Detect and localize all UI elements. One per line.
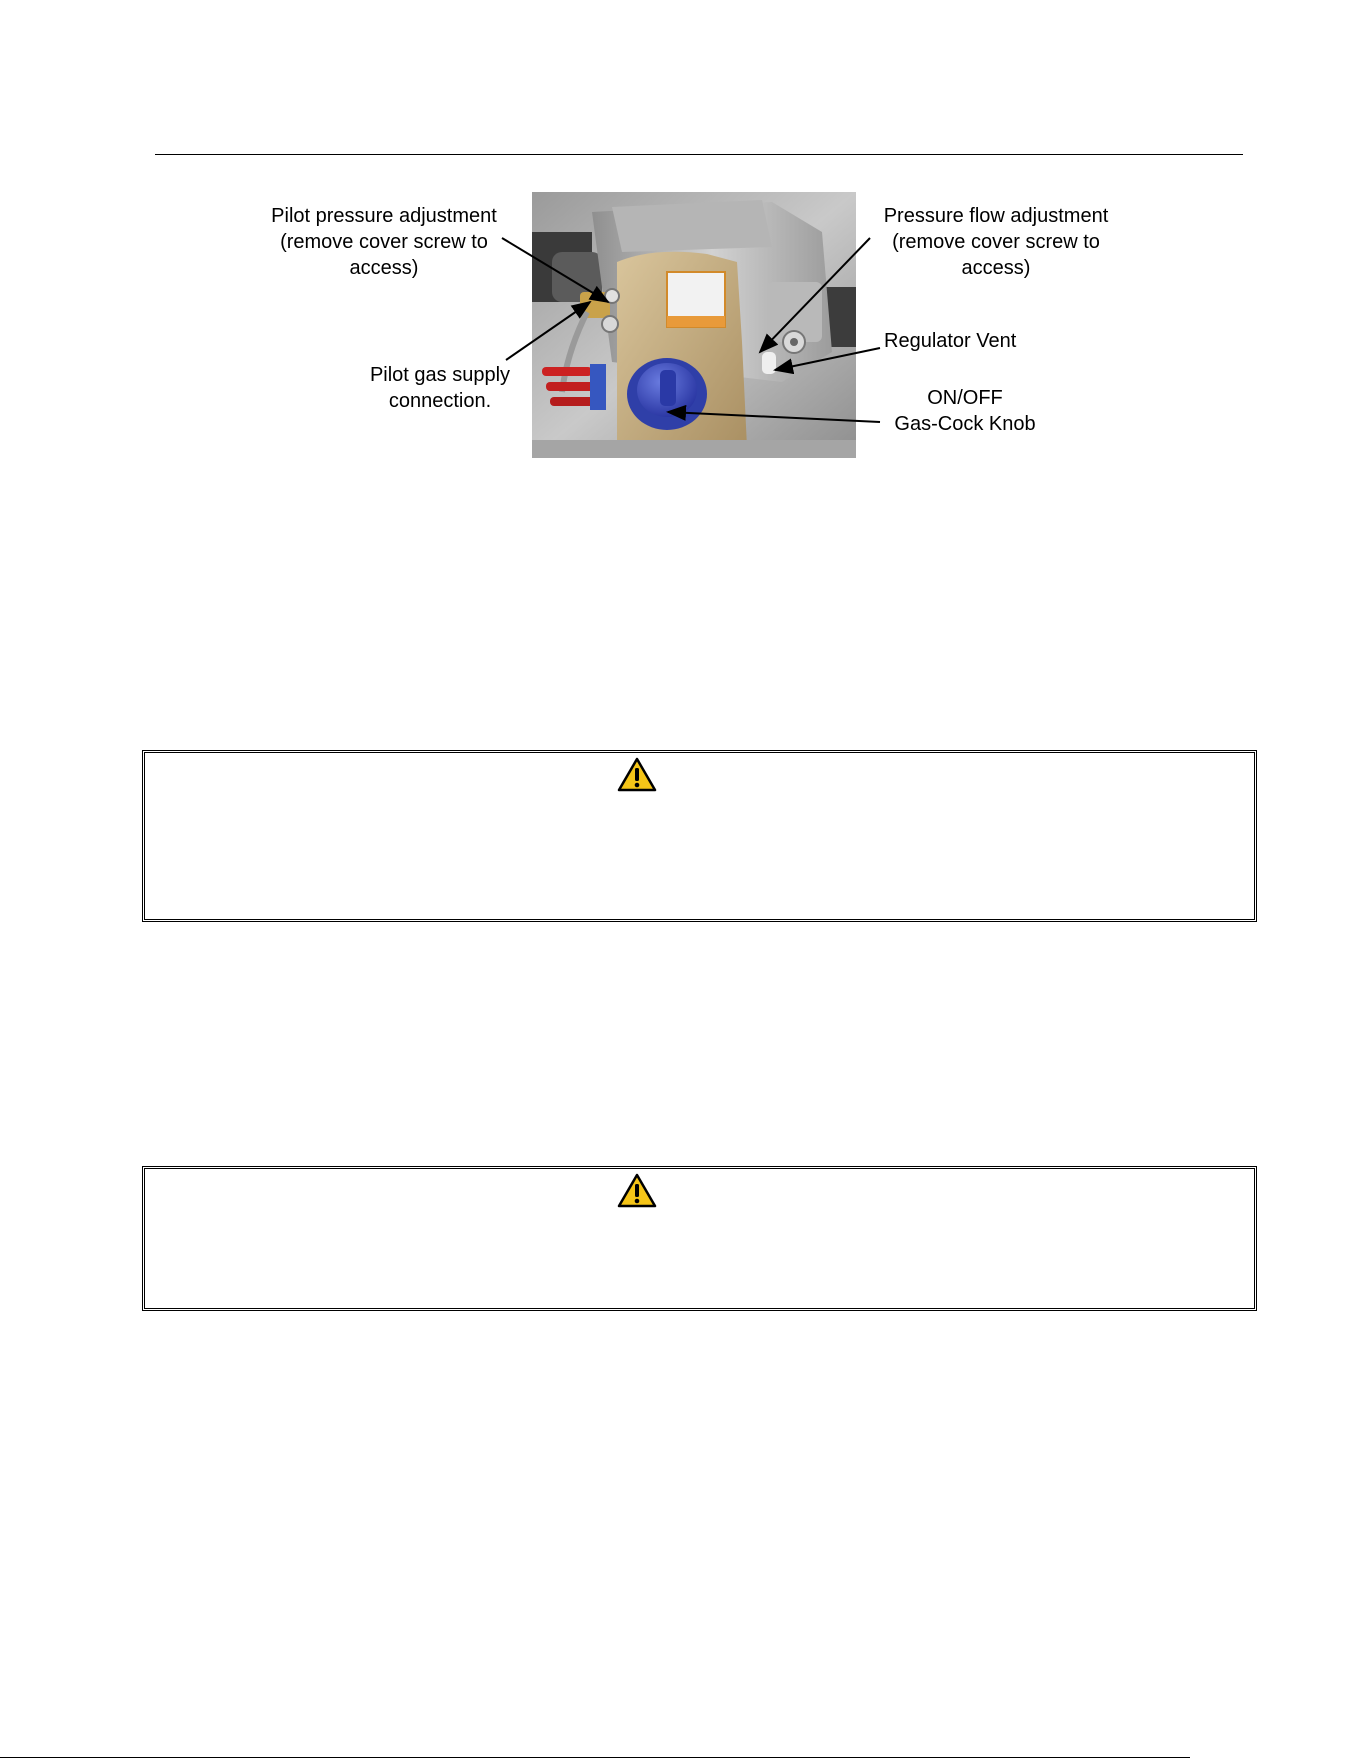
pressure-flow-callout: Pressure flow adjustment (remove cover screw to access) (883, 205, 1109, 279)
warning-box-2 (142, 1166, 1257, 1311)
gas-valve-photo (532, 192, 856, 458)
pilot-pressure-callout: Pilot pressure adjustment (remove cover screw to access) (271, 205, 497, 279)
pilot-gas-callout: Pilot gas supply connection. (369, 364, 511, 412)
gas-cock-callout: ON/OFF Gas-Cock Knob (894, 387, 1036, 435)
warning-box-1 (142, 750, 1257, 922)
header-rule (155, 154, 1243, 155)
regulator-vent-callout: Regulator Vent (884, 330, 1017, 352)
warning-triangle-icon (617, 757, 657, 793)
warning-triangle-icon (617, 1173, 657, 1209)
footer-rule (0, 1757, 1190, 1758)
